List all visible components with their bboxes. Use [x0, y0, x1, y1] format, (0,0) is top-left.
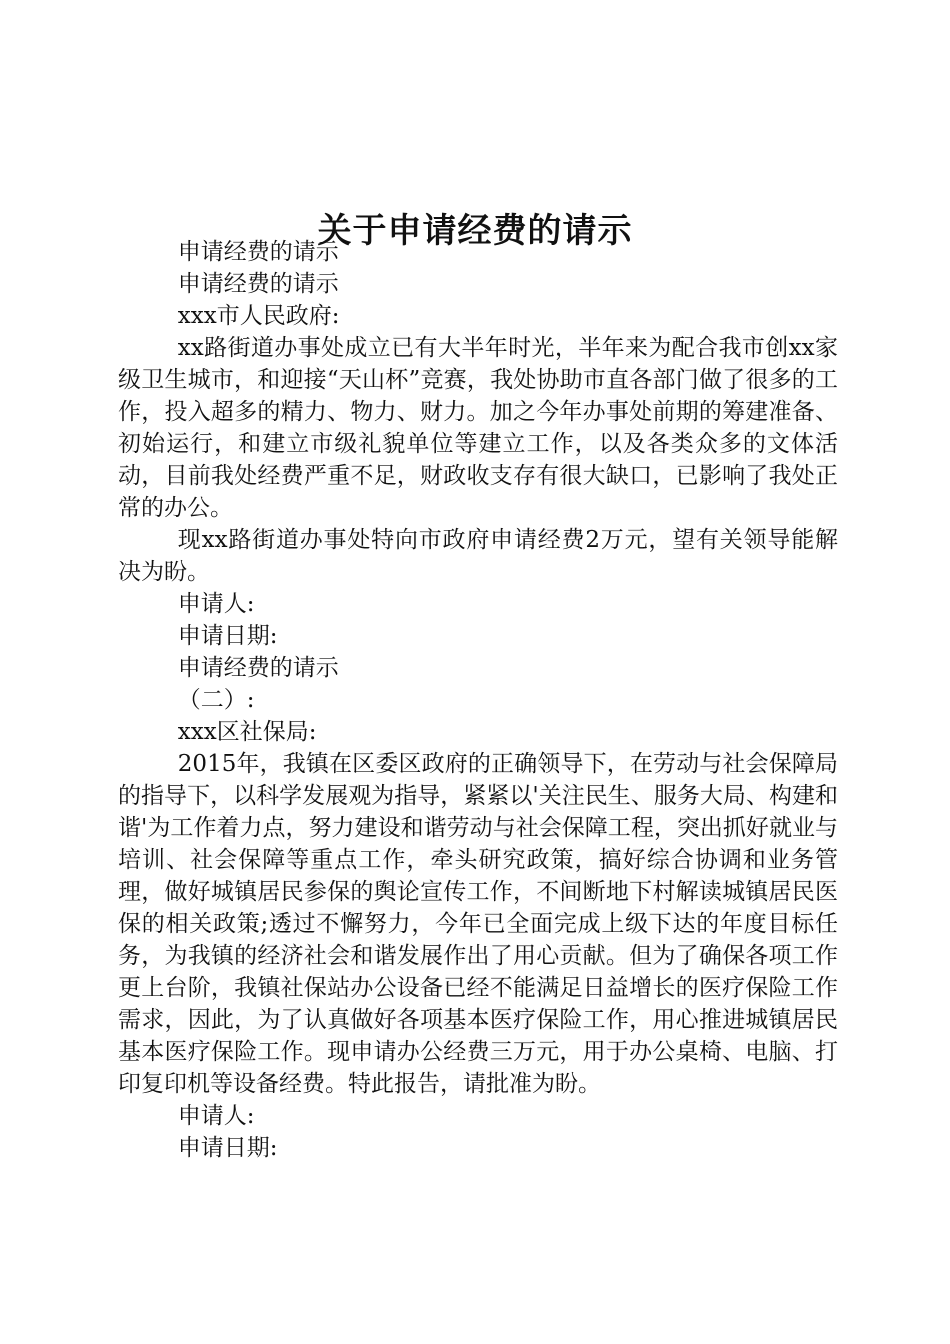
applicant-label: 申请人: — [177, 591, 255, 617]
salutation: xxx区社保局: — [177, 719, 317, 745]
paragraph: 申请经费的请示 — [177, 271, 339, 297]
paragraph: 2015年，我镇在区委区政府的正确领导下，在劳动与社会保障局的指导下，以科学发展观为指导，紧紧以'关注民生、服务大局、构建和谐'为工作着力点，努力建设和谐劳动与社会保障工程，突出抓好就业与培训、社会保障等重点工作，牵头研究政策，搞好综合协调和业务管理，做好城镇居民参保的舆论宣传工作，不间断地下村解读城镇居民医保的相关政策;透过不懈努力，今年已全面完成上级下达的年度目标任务，为我镇的经济社会和谐发展作出了用心贡献。但为了确保各项工作更上台阶，我镇社保站办公设备已经不能满足日益增长的医疗保险工作需求，因此，为了认真做好各项基本医疗保险工作，用心推进城镇居民基本医疗保险工作。现申请办公经费三万元，用于办公桌椅、电脑、打印复印机等设备经费。特此报告，请批准为盼。 — [118, 751, 838, 1097]
document-body — [118, 236, 838, 1164]
salutation: xxx市人民政府: — [177, 303, 340, 329]
section-heading: 申请经费的请示 — [177, 655, 339, 681]
paragraph: 申请经费的请示 — [177, 239, 339, 265]
document-title: 关于申请经费的请示 — [317, 210, 633, 251]
paragraph: 现xx路街道办事处特向市政府申请经费2万元，望有关领导能解决为盼。 — [118, 527, 838, 585]
applicant-label: 申请人: — [177, 1103, 255, 1129]
application-date-label: 申请日期: — [177, 1135, 278, 1161]
paragraph: xx路街道办事处成立已有大半年时光，半年来为配合我市创xx家级卫生城市，和迎接“天山杯”竞赛，我处协助市直各部门做了很多的工作，投入超多的精力、物力、财力。加之今年办事处前期的筹建准备、初始运行，和建立市级礼貌单位等建立工作，以及各类众多的文体活动，目前我处经费严重不足，财政收支存有很大缺口，已影响了我处正常的办公。 — [118, 335, 838, 521]
section-number: （二）: — [177, 687, 255, 713]
application-date-label: 申请日期: — [177, 623, 278, 649]
